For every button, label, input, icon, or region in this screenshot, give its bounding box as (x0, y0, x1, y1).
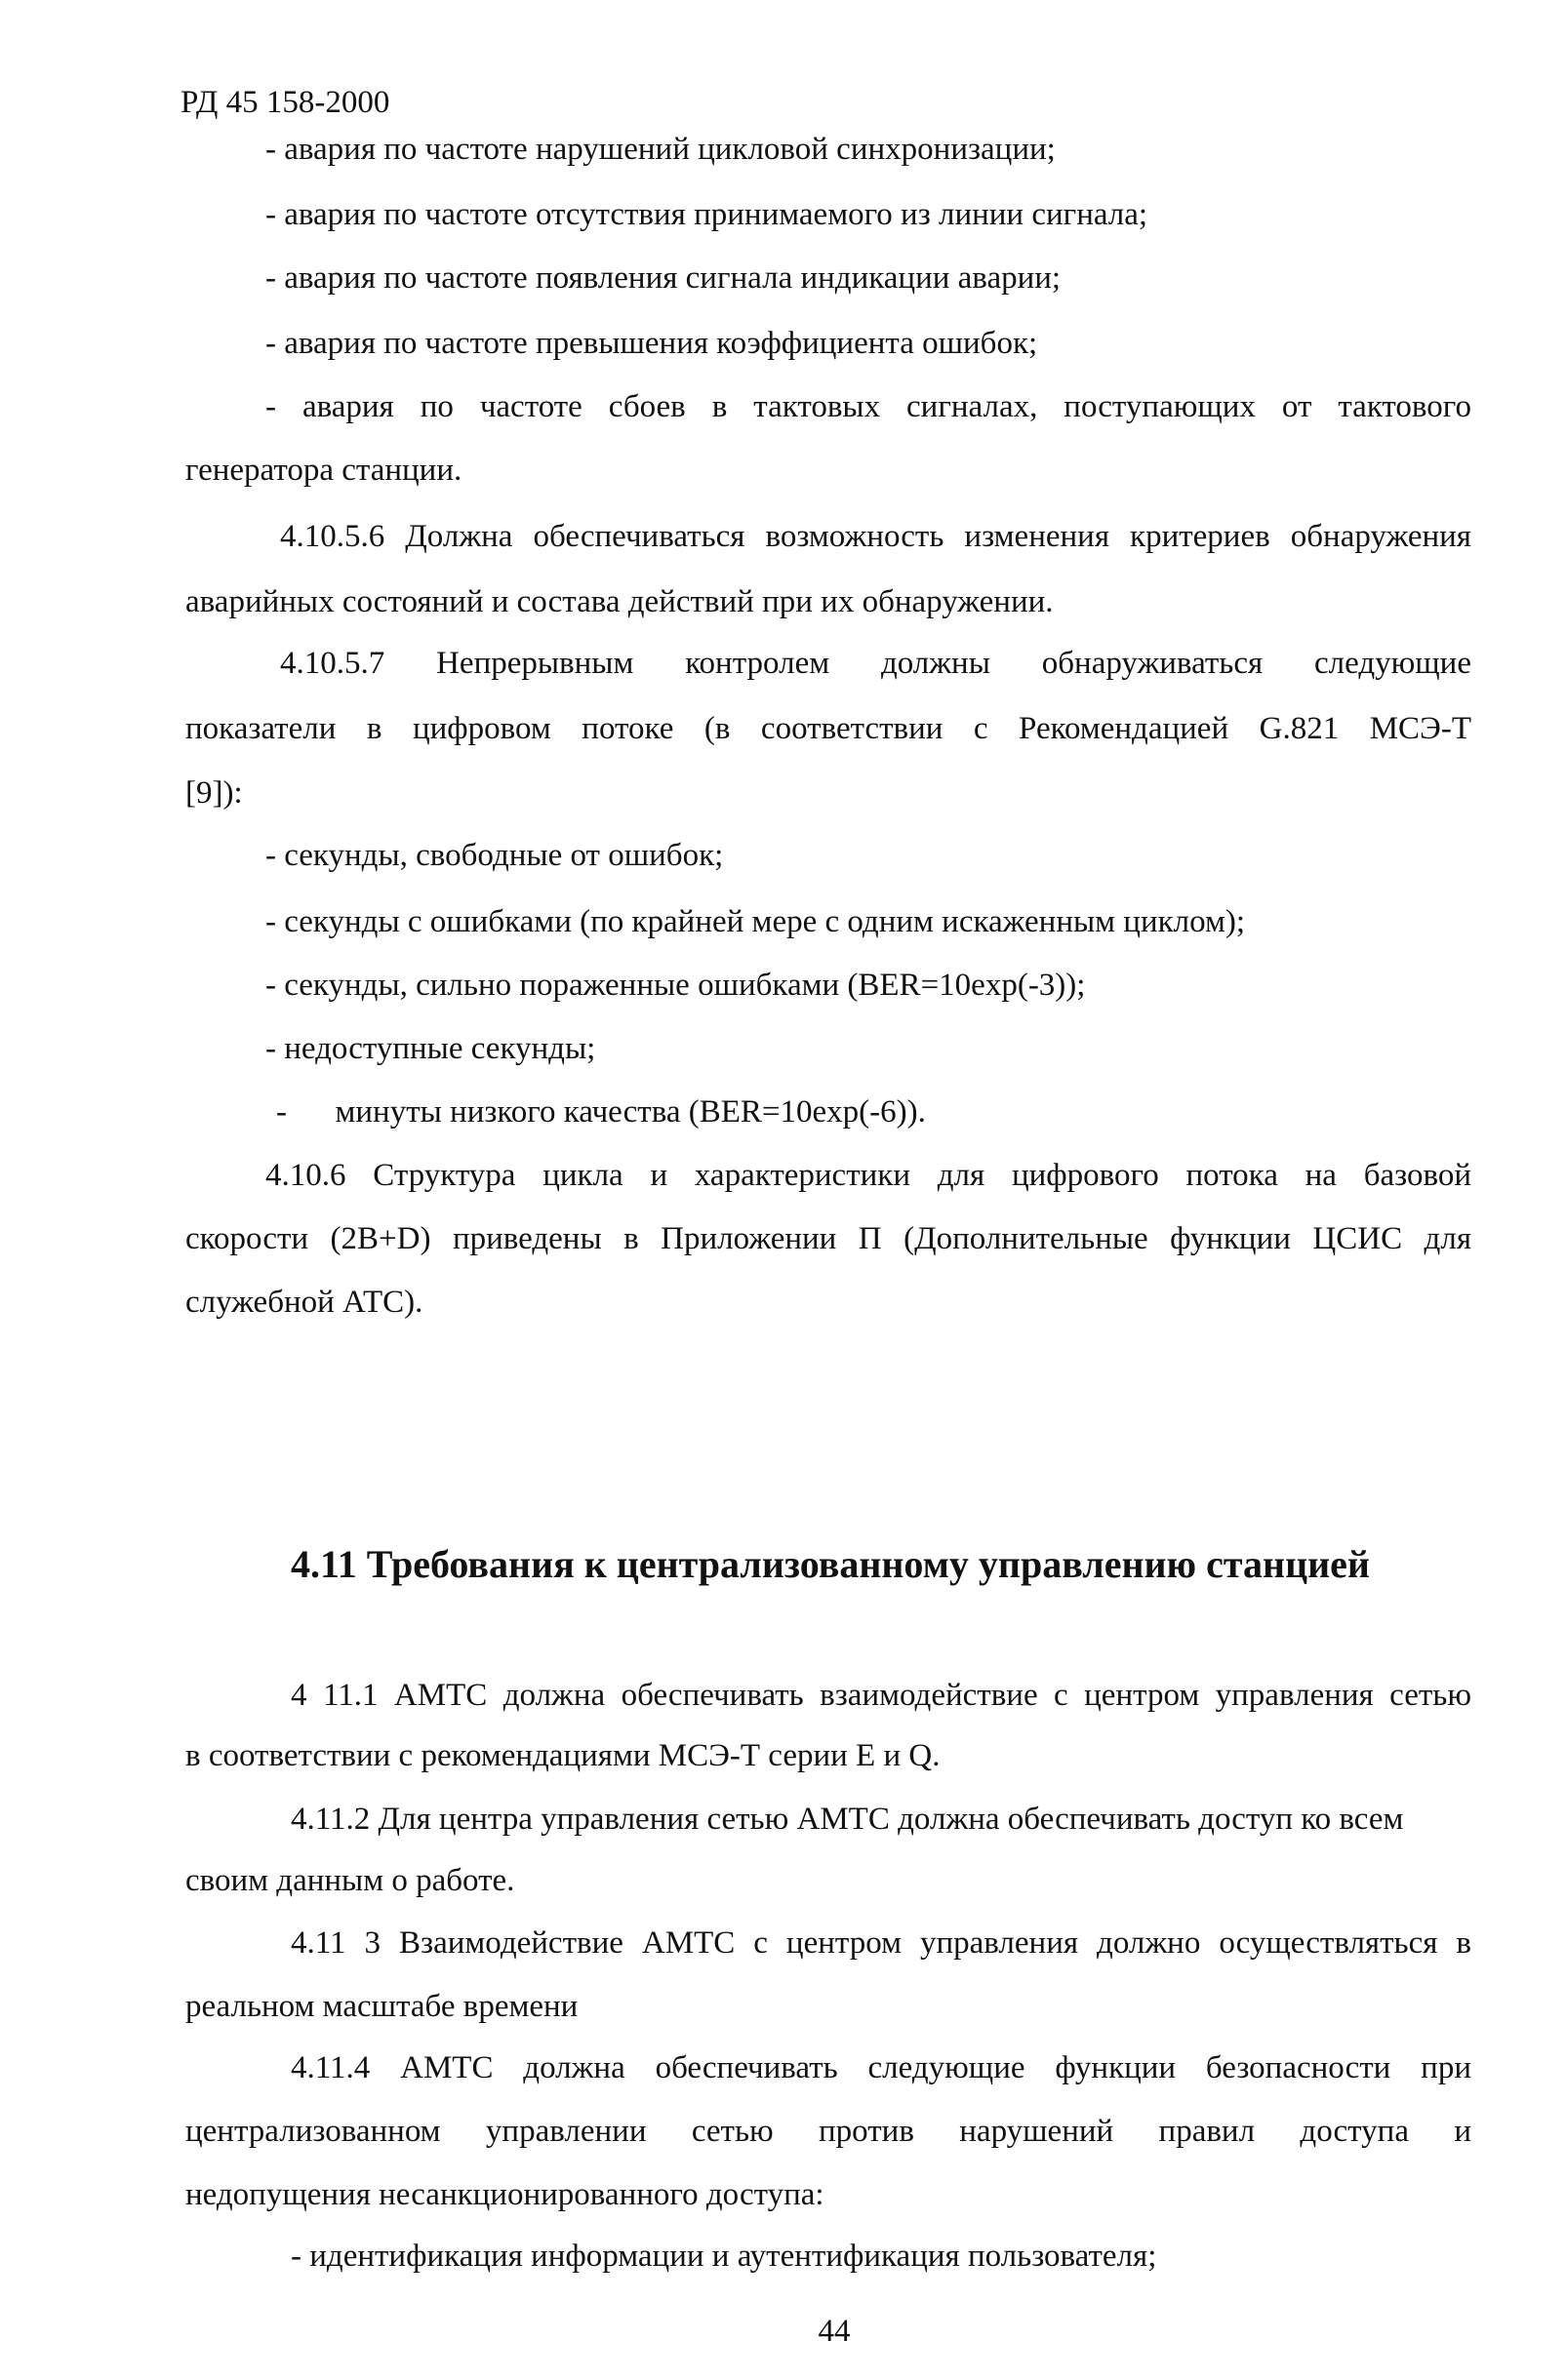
paragraph-line: [9]): (185, 775, 243, 811)
paragraph-line: 4.11 3 Взаимодействие АМТС с центром управления должно осуществляться в (291, 1925, 1471, 1961)
list-item: - недоступные секунды; (265, 1031, 596, 1066)
paragraph-line: 4.10.5.6 Должна обеспечиваться возможность изменения критериев обнаружения (280, 519, 1471, 554)
paragraph-line: 4.11.2 Для центра управления сетью АМТС должна обеспечивать доступ ко всем (291, 1802, 1404, 1837)
paragraph-line: служебной АТС). (185, 1285, 423, 1320)
paragraph-line: недопущения несанкционированного доступа: (185, 2177, 824, 2212)
list-item: - идентификация информации и аутентификация пользователя; (291, 2239, 1157, 2274)
paragraph-line: показатели в цифровом потоке (в соответствии с Рекомендацией G.821 МСЭ-Т (185, 711, 1471, 746)
list-item: - авария по частоте нарушений цикловой синхронизации; (265, 132, 1056, 167)
paragraph-line: скорости (2B+D) приведены в Приложении П (Дополнительные функции ЦСИС для (185, 1221, 1471, 1256)
paragraph-line: аварийных состояний и состава действий при их обнаружении. (185, 584, 1054, 619)
page-number: 44 (818, 2314, 851, 2349)
list-item: - авария по частоте сбоев в тактовых сигналах, поступающих от тактового (265, 389, 1471, 424)
list-item: - авария по частоте появления сигнала индикации аварии; (265, 260, 1062, 296)
list-item: - авария по частоте отсутствия принимаемого из линии сигнала; (265, 197, 1148, 232)
paragraph-line: 4.11.4 АМТС должна обеспечивать следующие функции безопасности при (291, 2050, 1471, 2085)
list-item: - секунды, сильно пораженные ошибками (BER=10exp(-3)); (265, 968, 1086, 1003)
paragraph-line: 4.10.6 Структура цикла и характеристики для цифрового потока на базовой (265, 1158, 1471, 1193)
list-item: - авария по частоте превышения коэффициента ошибок; (265, 326, 1038, 361)
list-item: - минуты низкого качества (BER=10exp(-6)). (276, 1094, 926, 1130)
paragraph-line: в соответствии с рекомендациями МСЭ-Т серии Е и Q. (185, 1738, 941, 1773)
paragraph-line: своим данным о работе. (185, 1863, 515, 1898)
paragraph-line: 4 11.1 АМТС должна обеспечивать взаимодействие с центром управления сетью (291, 1678, 1471, 1713)
paragraph-line: реальном масштабе времени (185, 1989, 579, 2024)
list-item-continuation: генератора станции. (185, 453, 462, 488)
paragraph-line: 4.10.5.7 Непрерывным контролем должны обнаруживаться следующие (280, 646, 1471, 681)
list-item: - секунды с ошибками (по крайней мере с одним искаженным циклом); (265, 904, 1246, 939)
list-item: - секунды, свободные от ошибок; (265, 838, 724, 873)
document-code-header: РД 45 158-2000 (181, 85, 390, 120)
paragraph-line: централизованном управлении сетью против нарушений правил доступа и (185, 2114, 1471, 2149)
section-heading: 4.11 Требования к централизованному управлению станцией (291, 1542, 1370, 1586)
